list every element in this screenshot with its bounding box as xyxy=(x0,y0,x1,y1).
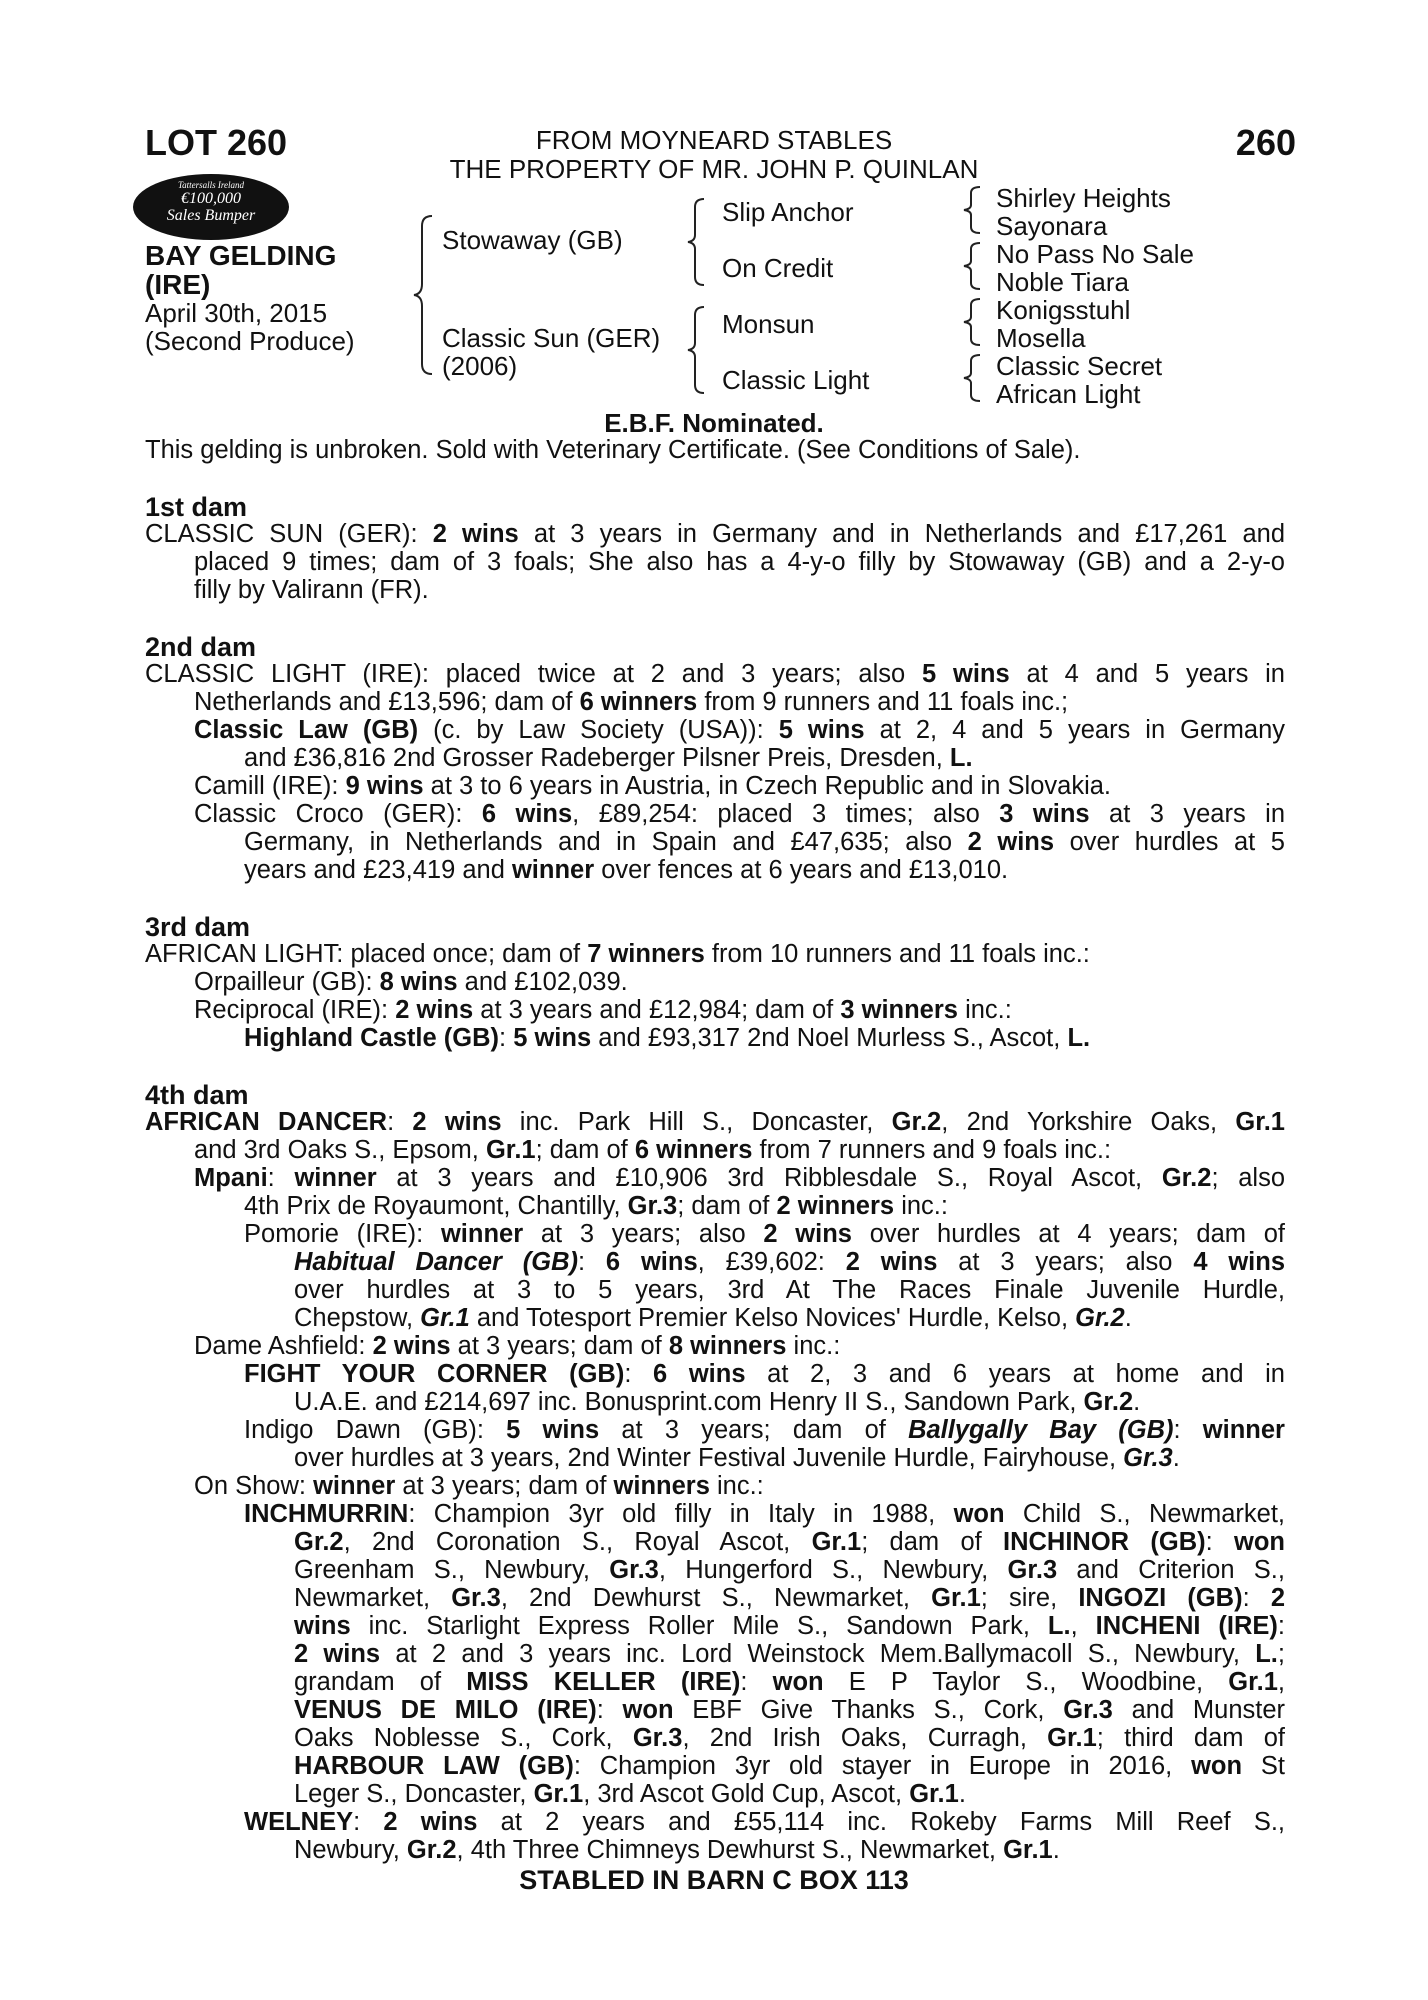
pedigree-brace-g4 xyxy=(962,353,984,403)
text-line: INCHMURRIN: Champion 3yr old filly in Italy in 1988, won Child S., Newmarket, xyxy=(244,1500,1285,1528)
text-line: and 3rd Oaks S., Epsom, Gr.1; dam of 6 winners from 7 runners and 9 foals inc.: xyxy=(194,1136,1112,1164)
text-line: Mpani: winner at 3 years and £10,906 3rd Ribblesdale S., Royal Ascot, Gr.2; also xyxy=(194,1164,1286,1192)
text-line: CLASSIC LIGHT (IRE): placed twice at 2 and 3 years; also 5 wins at 4 and 5 years in xyxy=(145,660,1285,688)
pedigree-brace-sire xyxy=(686,197,708,287)
text-line: 4th Prix de Royaumont, Chantilly, Gr.3; dam of 2 winners inc.: xyxy=(244,1192,948,1220)
sale-note: This gelding is unbroken. Sold with Veterinary Certificate. (See Conditions of Sale). xyxy=(145,436,1081,464)
pedigree-dam-sire: Monsun xyxy=(722,309,815,339)
horse-origin: (IRE) xyxy=(145,269,211,300)
text-line: wins inc. Starlight Express Roller Mile S., Sandown Park, L., INCHENI (IRE): xyxy=(294,1612,1285,1640)
pedigree-g3: No Pass No Sale xyxy=(996,239,1194,269)
pedigree-dam-dam: Classic Light xyxy=(722,365,870,395)
text-line: Oaks Noblesse S., Cork, Gr.3, 2nd Irish Oaks, Curragh, Gr.1; third dam of xyxy=(294,1724,1286,1752)
text-line: On Show: winner at 3 years; dam of winners inc.: xyxy=(194,1472,764,1500)
pedigree-sire-sire: Slip Anchor xyxy=(722,197,854,227)
pedigree-dam-year: (2006) xyxy=(442,351,518,381)
pedigree-brace-main xyxy=(412,214,436,376)
pedigree-sire-dam: On Credit xyxy=(722,253,834,283)
text-line: Reciprocal (IRE): 2 wins at 3 years and £12,984; dam of 3 winners inc.: xyxy=(194,996,1012,1024)
text-line: over hurdles at 3 years, 2nd Winter Festival Juvenile Hurdle, Fairyhouse, Gr.3. xyxy=(294,1444,1180,1472)
section-heading-2nd-dam: 2nd dam xyxy=(145,632,257,662)
pedigree-brace-g3 xyxy=(962,297,984,347)
text-line: placed 9 times; dam of 3 foals; She also has a 4-y-o filly by Stowaway (GB) and a 2-y-o xyxy=(194,548,1285,576)
ebf-nominated: E.B.F. Nominated. xyxy=(604,408,824,438)
stabling-location: STABLED IN BARN C BOX 113 xyxy=(519,1865,909,1895)
owner-line: THE PROPERTY OF MR. JOHN P. QUINLAN xyxy=(449,154,979,184)
pedigree-g2: Sayonara xyxy=(996,211,1108,241)
badge-amount: €100,000 xyxy=(181,190,241,207)
text-line: Camill (IRE): 9 wins at 3 to 6 years in Austria, in Czech Republic and in Slovakia. xyxy=(194,772,1112,800)
pedigree-brace-dam xyxy=(686,305,708,395)
text-line: HARBOUR LAW (GB): Champion 3yr old stayer in Europe in 2016, won St xyxy=(294,1752,1285,1780)
text-line: AFRICAN DANCER: 2 wins inc. Park Hill S., Doncaster, Gr.2, 2nd Yorkshire Oaks, Gr.1 xyxy=(145,1108,1285,1136)
pedigree-g4: Noble Tiara xyxy=(996,267,1129,297)
text-line: Netherlands and £13,596; dam of 6 winners from 9 runners and 11 foals inc.; xyxy=(194,688,1069,716)
vendor-line: FROM MOYNEARD STABLES xyxy=(535,125,893,155)
sales-bumper-badge xyxy=(133,174,289,240)
text-line: filly by Valirann (FR). xyxy=(194,576,429,604)
text-line: Orpailleur (GB): 8 wins and £102,039. xyxy=(194,968,628,996)
text-line: CLASSIC SUN (GER): 2 wins at 3 years in Germany and in Netherlands and £17,261 and xyxy=(145,520,1286,548)
horse-produce: (Second Produce) xyxy=(145,326,355,356)
pedigree-g6: Mosella xyxy=(996,323,1086,353)
text-line: Chepstow, Gr.1 and Totesport Premier Kelso Novices' Hurdle, Kelso, Gr.2. xyxy=(294,1304,1132,1332)
text-line: Germany, in Netherlands and in Spain and £47,635; also 2 wins over hurdles at 5 xyxy=(244,828,1285,856)
lot-number: 260 xyxy=(1235,122,1296,163)
text-line: Dame Ashfield: 2 wins at 3 years; dam of 8 winners inc.: xyxy=(194,1332,841,1360)
text-line: FIGHT YOUR CORNER (GB): 6 wins at 2, 3 and 6 years at home and in xyxy=(244,1360,1285,1388)
text-line: years and £23,419 and winner over fences at 6 years and £13,010. xyxy=(244,856,1009,884)
pedigree-brace-g2 xyxy=(962,241,984,291)
text-line: AFRICAN LIGHT: placed once; dam of 7 winners from 10 runners and 11 foals inc.: xyxy=(145,940,1090,968)
section-heading-1st-dam: 1st dam xyxy=(145,492,248,522)
badge-label: Sales Bumper xyxy=(166,207,256,224)
text-line: Habitual Dancer (GB): 6 wins, £39,602: 2 wins at 3 years; also 4 wins xyxy=(294,1248,1286,1276)
pedigree-g1: Shirley Heights xyxy=(996,183,1171,213)
text-line: Indigo Dawn (GB): 5 wins at 3 years; dam of Ballygally Bay (GB): winner xyxy=(244,1416,1285,1444)
text-line: Classic Croco (GER): 6 wins, £89,254: placed 3 times; also 3 wins at 3 years in xyxy=(194,800,1286,828)
text-line: VENUS DE MILO (IRE): won EBF Give Thanks S., Cork, Gr.3 and Munster xyxy=(294,1696,1286,1724)
text-line: Newmarket, Gr.3, 2nd Dewhurst S., Newmarket, Gr.1; sire, INGOZI (GB): 2 xyxy=(294,1584,1286,1612)
text-line: and £36,816 2nd Grosser Radeberger Pilsner Preis, Dresden, L. xyxy=(244,744,973,772)
section-heading-3rd-dam: 3rd dam xyxy=(145,912,251,942)
section-heading-4th-dam: 4th dam xyxy=(145,1080,249,1110)
text-line: Newbury, Gr.2, 4th Three Chimneys Dewhurst S., Newmarket, Gr.1. xyxy=(294,1836,1060,1864)
text-line: Gr.2, 2nd Coronation S., Royal Ascot, Gr.1; dam of INCHINOR (GB): won xyxy=(294,1528,1285,1556)
text-line: Highland Castle (GB): 5 wins and £93,317 2nd Noel Murless S., Ascot, L. xyxy=(244,1024,1091,1052)
lot-title: LOT 260 xyxy=(145,122,288,163)
text-line: WELNEY: 2 wins at 2 years and £55,114 inc. Rokeby Farms Mill Reef S., xyxy=(244,1808,1286,1836)
text-line: U.A.E. and £214,697 inc. Bonusprint.com Henry II S., Sandown Park, Gr.2. xyxy=(294,1388,1141,1416)
pedigree-brace-g1 xyxy=(962,185,984,235)
badge-brand: Tattersalls Ireland xyxy=(177,180,245,190)
pedigree-sire: Stowaway (GB) xyxy=(442,225,623,255)
pedigree-g5: Konigsstuhl xyxy=(996,295,1131,325)
text-line: Leger S., Doncaster, Gr.1, 3rd Ascot Gold Cup, Ascot, Gr.1. xyxy=(294,1780,966,1808)
horse-description: BAY GELDING xyxy=(145,240,337,271)
text-line: Pomorie (IRE): winner at 3 years; also 2 wins over hurdles at 4 years; dam of xyxy=(244,1220,1285,1248)
horse-dob: April 30th, 2015 xyxy=(145,298,328,328)
text-line: Greenham S., Newbury, Gr.3, Hungerford S., Newbury, Gr.3 and Criterion S., xyxy=(294,1556,1285,1584)
text-line: grandam of MISS KELLER (IRE): won E P Taylor S., Woodbine, Gr.1, xyxy=(294,1668,1285,1696)
pedigree-g8: African Light xyxy=(996,379,1141,409)
text-line: Classic Law (GB) (c. by Law Society (USA)): 5 wins at 2, 4 and 5 years in Germany xyxy=(194,716,1286,744)
pedigree-dam: Classic Sun (GER) xyxy=(442,323,661,353)
text-line: 2 wins at 2 and 3 years inc. Lord Weinstock Mem.Ballymacoll S., Newbury, L.; xyxy=(294,1640,1285,1668)
text-line: over hurdles at 3 to 5 years, 3rd At The Races Finale Juvenile Hurdle, xyxy=(294,1276,1285,1304)
pedigree-g7: Classic Secret xyxy=(996,351,1163,381)
